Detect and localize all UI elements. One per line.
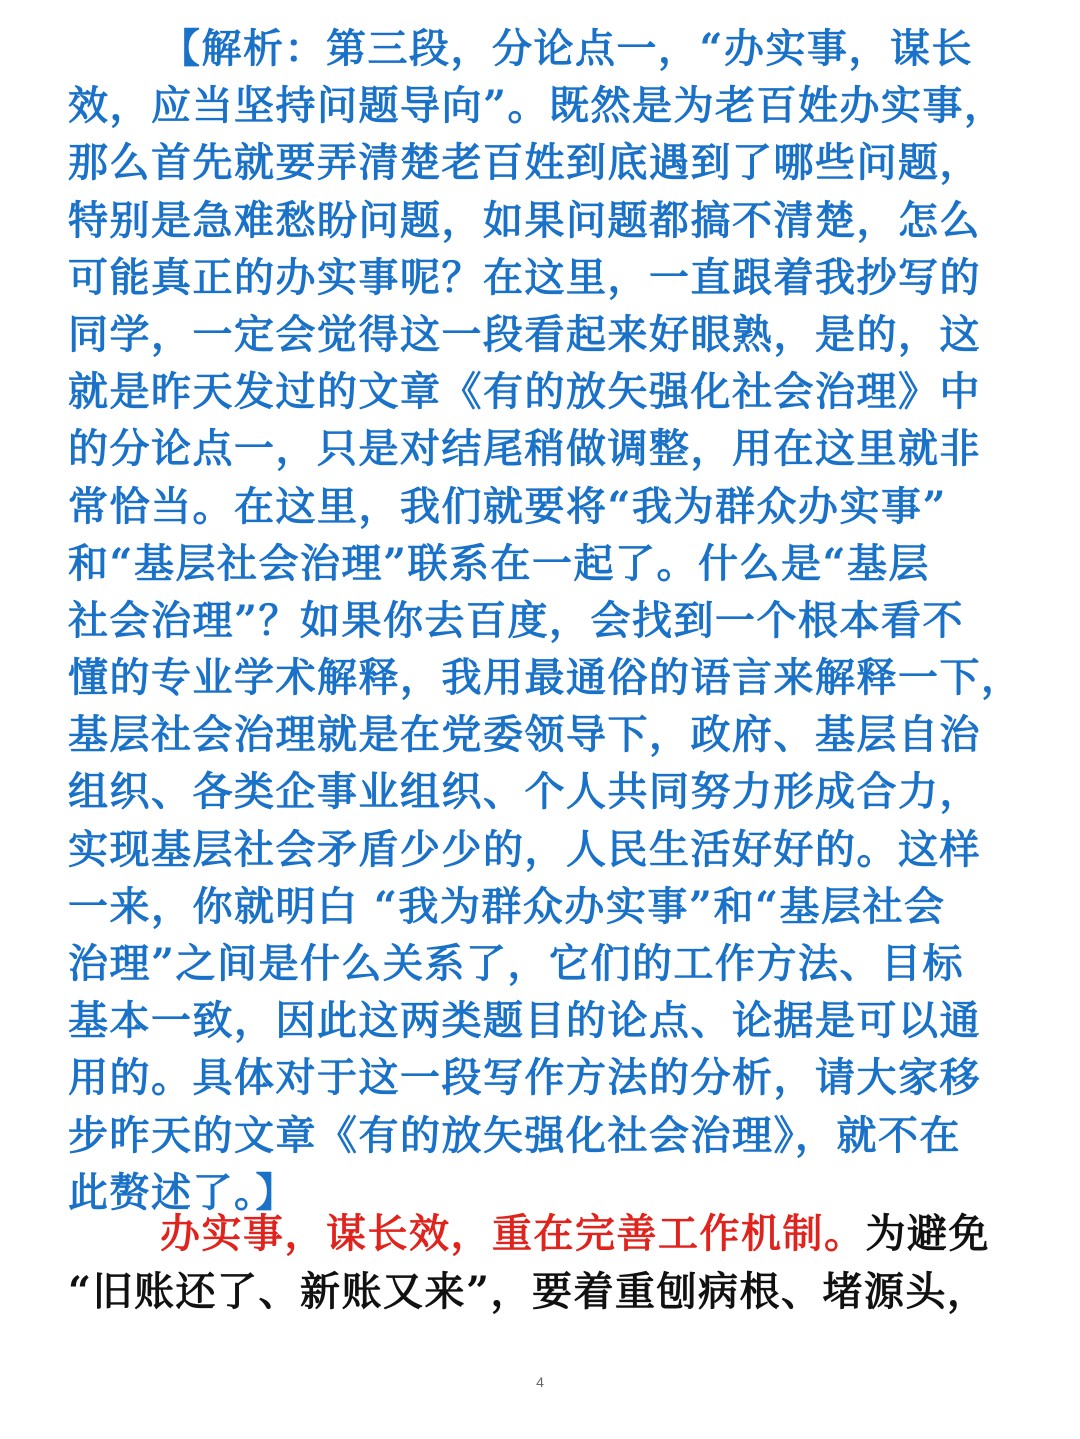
analysis-line: 一来，你就明白 “我为群众办实事”和“基层社会: [68, 882, 946, 930]
analysis-line: 懂的专业学术解释，我用最通俗的语言来解释一下，: [68, 654, 1023, 702]
analysis-line: 就是昨天发过的文章《有的放矢强化社会治理》中: [68, 368, 981, 416]
analysis-line: 用的。具体对于这一段写作方法的分析，请大家移: [68, 1054, 981, 1102]
page-number: 4: [536, 1374, 544, 1390]
analysis-line: 社会治理”？如果你去百度，会找到一个根本看不: [68, 596, 965, 644]
section-heading: 办实事，谋长效，重在完善工作机制。: [160, 1210, 866, 1257]
analysis-line: 同学，一定会觉得这一段看起来好眼熟，是的，这: [68, 310, 981, 358]
analysis-line: 的分论点一，只是对结尾稍做调整，用在这里就非: [68, 425, 981, 473]
body-line: [68, 1205, 1018, 1263]
body-line: “旧账还了、新账又来”，要着重刨病根、堵源头，: [68, 1268, 989, 1315]
analysis-line: 那么首先就要弄清楚老百姓到底遇到了哪些问题，: [68, 139, 981, 187]
analysis-line: 效，应当坚持问题导向”。既然是为老百姓办实事，: [68, 82, 1006, 130]
analysis-line: 特别是急难愁盼问题，如果问题都搞不清楚，怎么: [68, 196, 981, 244]
analysis-line: 实现基层社会矛盾少少的，人民生活好好的。这样: [68, 825, 981, 873]
analysis-line: 治理”之间是什么关系了，它们的工作方法、目标: [68, 940, 965, 987]
analysis-paragraph: [68, 20, 1023, 1221]
analysis-line: 【解析：第三段，分论点一，“办实事，谋长: [160, 25, 974, 72]
analysis-line: 和“基层社会治理”联系在一起了。什么是“基层: [68, 539, 931, 587]
analysis-line: 组织、各类企事业组织、个人共同努力形成合力，: [68, 768, 981, 816]
body-text: 为避免: [865, 1210, 990, 1257]
analysis-line: 基本一致，因此这两类题目的论点、论据是可以通: [68, 997, 981, 1045]
body-paragraph: [68, 1205, 1018, 1321]
analysis-line: 基层社会治理就是在党委领导下，政府、基层自治: [68, 711, 981, 759]
analysis-line: 可能真正的办实事呢？在这里，一直跟着我抄写的: [68, 253, 981, 301]
analysis-line: 常恰当。在这里，我们就要将“我为群众办实事”: [68, 482, 948, 530]
analysis-line: 此赘述了。】: [68, 1168, 297, 1216]
analysis-line: 步昨天的文章《有的放矢强化社会治理》，就不在: [68, 1111, 961, 1159]
